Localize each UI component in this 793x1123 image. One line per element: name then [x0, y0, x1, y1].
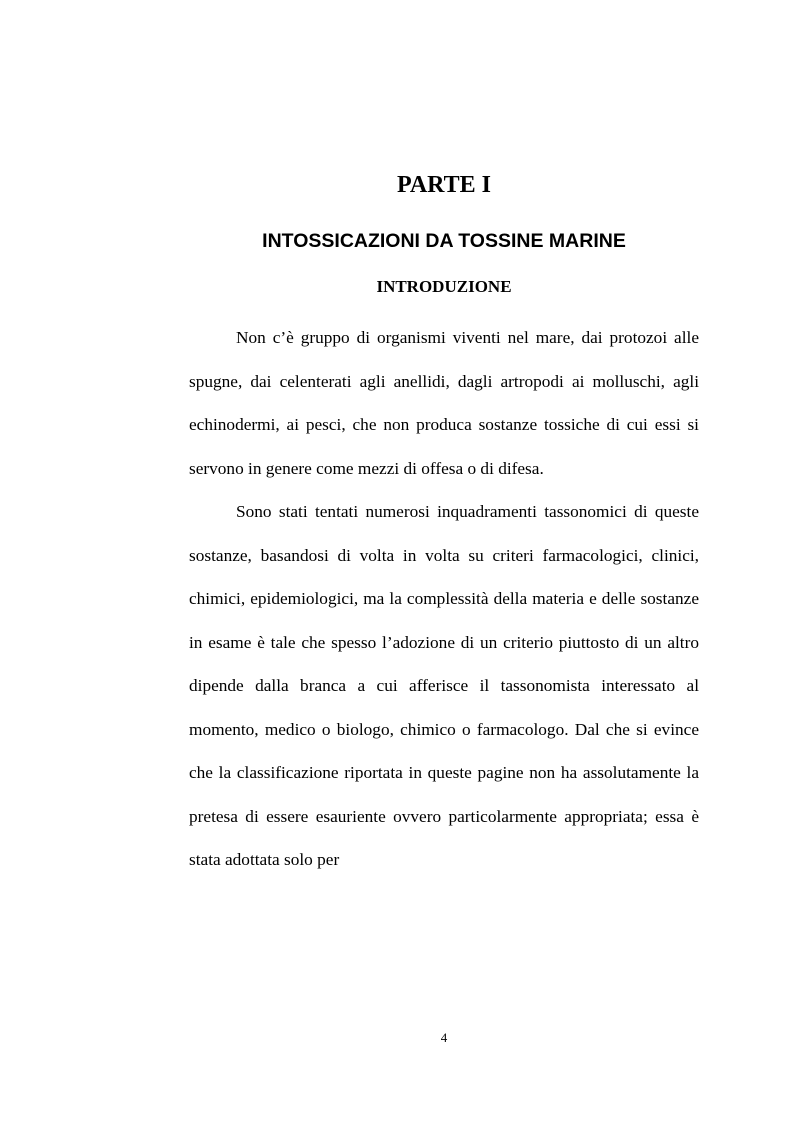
paragraph: Sono stati tentati numerosi inquadramenti tassonomici di queste sostanze, basandosi di volta in volta su criteri farmacologici, clinici, chimici, epidemiologici, ma la complessità della materia e delle sostanze in esame è tale che spesso l’adozione di un criterio piuttosto di un altro dipende dalla branca a cui afferisce il tassonomista interessato al momento, medico o biologo, chimico o farmacologo. Dal che si evince che la classificazione riportata in queste pagine non ha assolutamente la pretesa di essere esauriente ovvero particolarmente appropriata; essa è stata adottata solo per [189, 502, 699, 869]
body-text [189, 316, 699, 882]
page-number: 4 [440, 1030, 448, 1045]
paragraph: Non c’è gruppo di organismi viventi nel mare, dai protozoi alle spugne, dai celenterati agli anellidi, dagli artropodi ai molluschi, agli echinodermi, ai pesci, che non produca sostanze tossiche di cui essi si servono in genere come mezzi di offesa o di difesa. [189, 328, 699, 478]
chapter-title: INTOSSICAZIONI DA TOSSINE MARINE [262, 230, 626, 252]
part-title: PARTE I [396, 172, 492, 198]
section-title: INTRODUZIONE [376, 277, 512, 296]
